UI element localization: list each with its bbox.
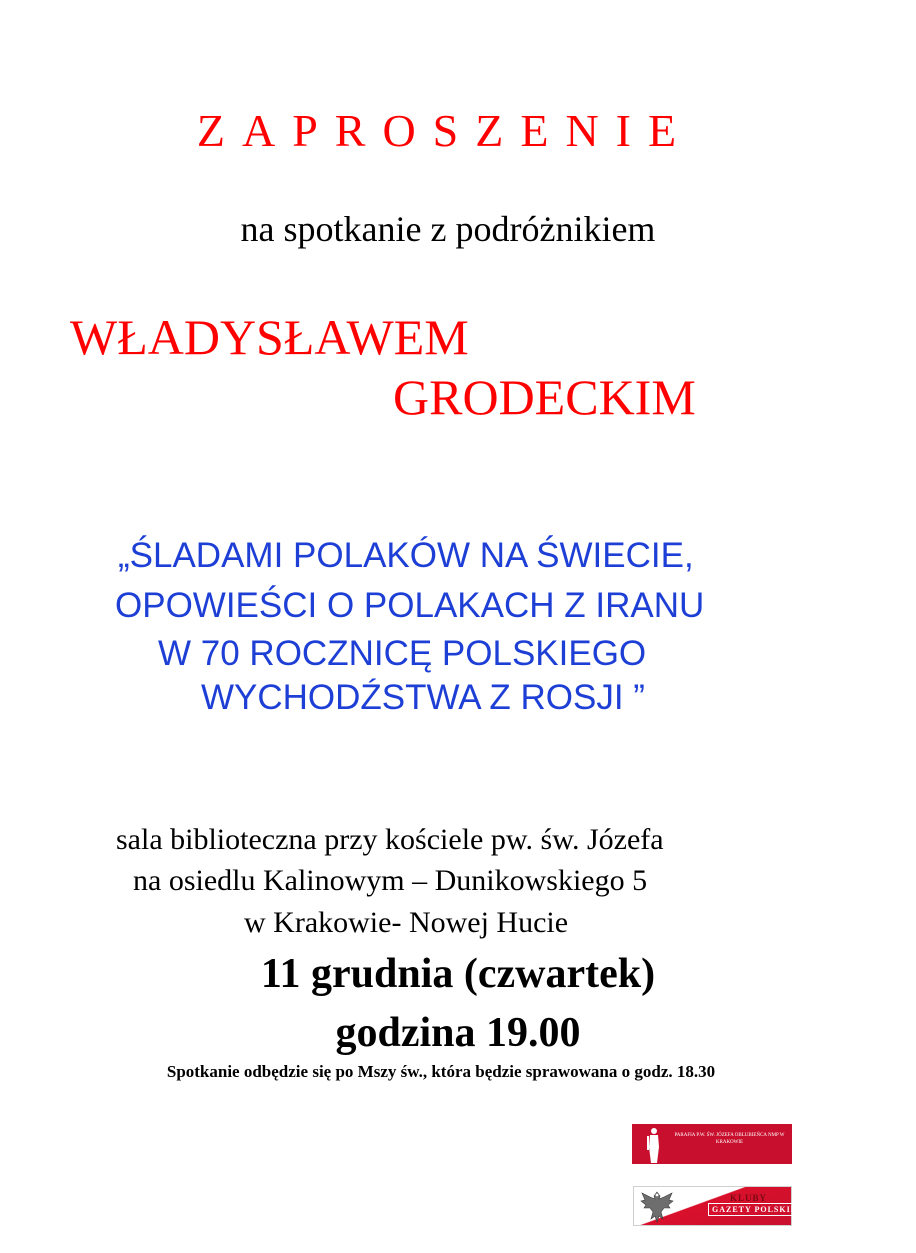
- kluby-text: KLUBY: [730, 1193, 768, 1203]
- topic-line: WYCHODŹSTWA Z ROSJI ”: [201, 678, 645, 717]
- eagle-icon: [640, 1189, 674, 1225]
- venue-line: w Krakowie- Nowej Hucie: [244, 906, 569, 939]
- parish-logo: [632, 1124, 792, 1164]
- saint-figure-icon: [646, 1127, 662, 1163]
- kluby-gazety-polskiej-logo: [633, 1186, 803, 1226]
- gazety-polskiej-text: GAZETY POLSKIEJ: [708, 1203, 806, 1216]
- event-note: Spotkanie odbędzie się po Mszy św., która będzie sprawowana o godz. 18.30: [166, 1062, 716, 1081]
- event-date: 11 grudnia (czwartek): [260, 951, 656, 997]
- topic-line: „ŚLADAMI POLAKÓW NA ŚWIECIE,: [118, 536, 694, 575]
- invitation-title: ZAPROSZENIE: [196, 105, 694, 156]
- guest-first-name: WŁADYSŁAWEM: [70, 309, 469, 365]
- event-hour: godzina 19.00: [335, 1010, 581, 1056]
- topic-line: W 70 ROCZNICĘ POLSKIEGO: [158, 634, 647, 673]
- invitation-subtitle: na spotkanie z podróżnikiem: [240, 209, 656, 249]
- venue-line: na osiedlu Kalinowym – Dunikowskiego 5: [133, 864, 648, 897]
- topic-line: OPOWIEŚCI O POLAKACH Z IRANU: [115, 586, 705, 625]
- venue-line: sala biblioteczna przy kościele pw. św. Józefa: [116, 823, 664, 856]
- guest-last-name: GRODECKIM: [393, 369, 696, 425]
- parish-logo-text: PARAFIA P.W. ŚW. JÓZEFA OBLUBIEŃCA NMP W KRAKOWIE: [674, 1133, 785, 1145]
